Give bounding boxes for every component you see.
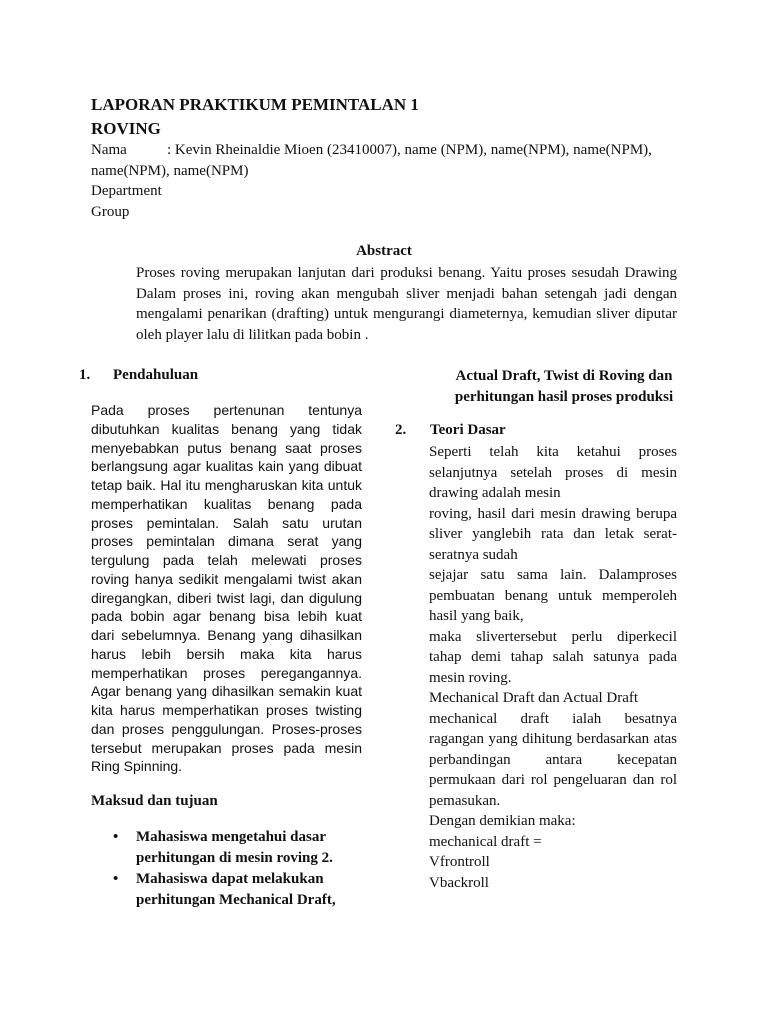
formula-numerator: Vfrontroll (429, 854, 490, 870)
paragraph: Mechanical Draft dan Actual Draft (429, 690, 639, 706)
paragraph: maka slivertersebut perlu diperkecil tahap demi tahap salah satunya pada mesin roving. (429, 628, 677, 686)
list-item (113, 869, 373, 911)
document-title (91, 93, 691, 141)
section-2-body (429, 442, 677, 893)
right-column-heading: Actual Draft, Twist di Roving dan perhitungan hasil proses produksi (454, 368, 674, 405)
list-item (113, 827, 373, 869)
paragraph: Dengan demikian maka: (429, 813, 576, 829)
section-2-heading (395, 422, 506, 439)
section-1-title: Pendahuluan (113, 367, 199, 383)
aim-text: Mahasiswa dapat melakukan perhitungan Mechanical Draft, (136, 871, 336, 908)
aims-list (113, 827, 373, 911)
section-2-title: Teori Dasar (430, 422, 506, 438)
section-1-number: 1. (79, 367, 91, 383)
abstract-title: Abstract (356, 243, 412, 259)
name-label: Nama (91, 142, 127, 158)
paragraph: sejajar satu sama lain. Dalamproses pembuatan benang untuk memperoleh hasil yang baik, (429, 567, 677, 624)
title-line-2: ROVING (91, 119, 161, 138)
bullet-icon: • (113, 829, 119, 845)
name-row (91, 140, 681, 181)
bullet-icon: • (113, 871, 119, 887)
formula-line: mechanical draft = (429, 833, 542, 850)
section-1-body: Pada proses pertenunan tentunya dibutuhkan kualitas benang yang tidak menyebabkan putus benang saat proses berlangsung agar kualitas kain yang dibuat tetap baik. Hal itu mengharuskan kita untuk memperhatikan kualitas benang pada proses pemintalan. Salah satu urutan proses pemintalan dimana serat yang tergulung pada telah melewati proses roving hanya sedikit mengalami twist akan diregangkan, diberi twist lagi, dan digulung pada bobin agar benang bisa lebih kuat dari sebelumnya. Benang yang dihasilkan harus lebih bersih maka kita harus memperhatikan proses peregangannya. Agar benang yang dihasilkan semakin kuat kita harus memperhatikan proses twisting dan proses penggulungan. Proses-proses tersebut merupakan proses pada mesin Ring Spinning. (91, 402, 362, 775)
aims-heading: Maksud dan tujuan (91, 793, 218, 809)
paragraph: roving, hasil dari mesin drawing berupa sliver yanglebih rata dan letak serat-seratnya sudah (429, 505, 677, 563)
title-line-1: LAPORAN PRAKTIKUM PEMINTALAN 1 (91, 95, 419, 114)
department-label: Department (91, 183, 162, 199)
group-label: Group (91, 203, 130, 220)
section-1-heading (79, 367, 198, 384)
author-meta (91, 140, 681, 222)
name-value: : Kevin Rheinaldie Mioen (23410007), name (NPM), name(NPM), name(NPM), name(NPM), name(NPM) (91, 142, 652, 179)
paragraph: mechanical draft ialah besatnya ragangan yang dihitung berdasarkan atas perbandingan antara kecepatan permukaan dari rol pengeluaran dan rol pemasukan. (429, 710, 677, 809)
paragraph: Seperti telah kita ketahui proses selanjutnya setelah proses di mesin drawing adalah mesin (429, 444, 677, 501)
formula-denominator: Vbackroll (429, 874, 489, 891)
section-2-number: 2. (395, 422, 407, 438)
abstract-body: Proses roving merupakan lanjutan dari produksi benang. Yaitu proses sesudah Drawing Dalam proses ini, roving akan mengubah sliver menjadi bahan setengah jadi dengan mengalami penarikan (drafting) untuk mengurangi diameternya, kemudian sliver diputar oleh player lalu di lilitkan pada bobin . (136, 265, 677, 343)
aim-text: Mahasiswa mengetahui dasar perhitungan di mesin roving 2. (136, 829, 333, 866)
